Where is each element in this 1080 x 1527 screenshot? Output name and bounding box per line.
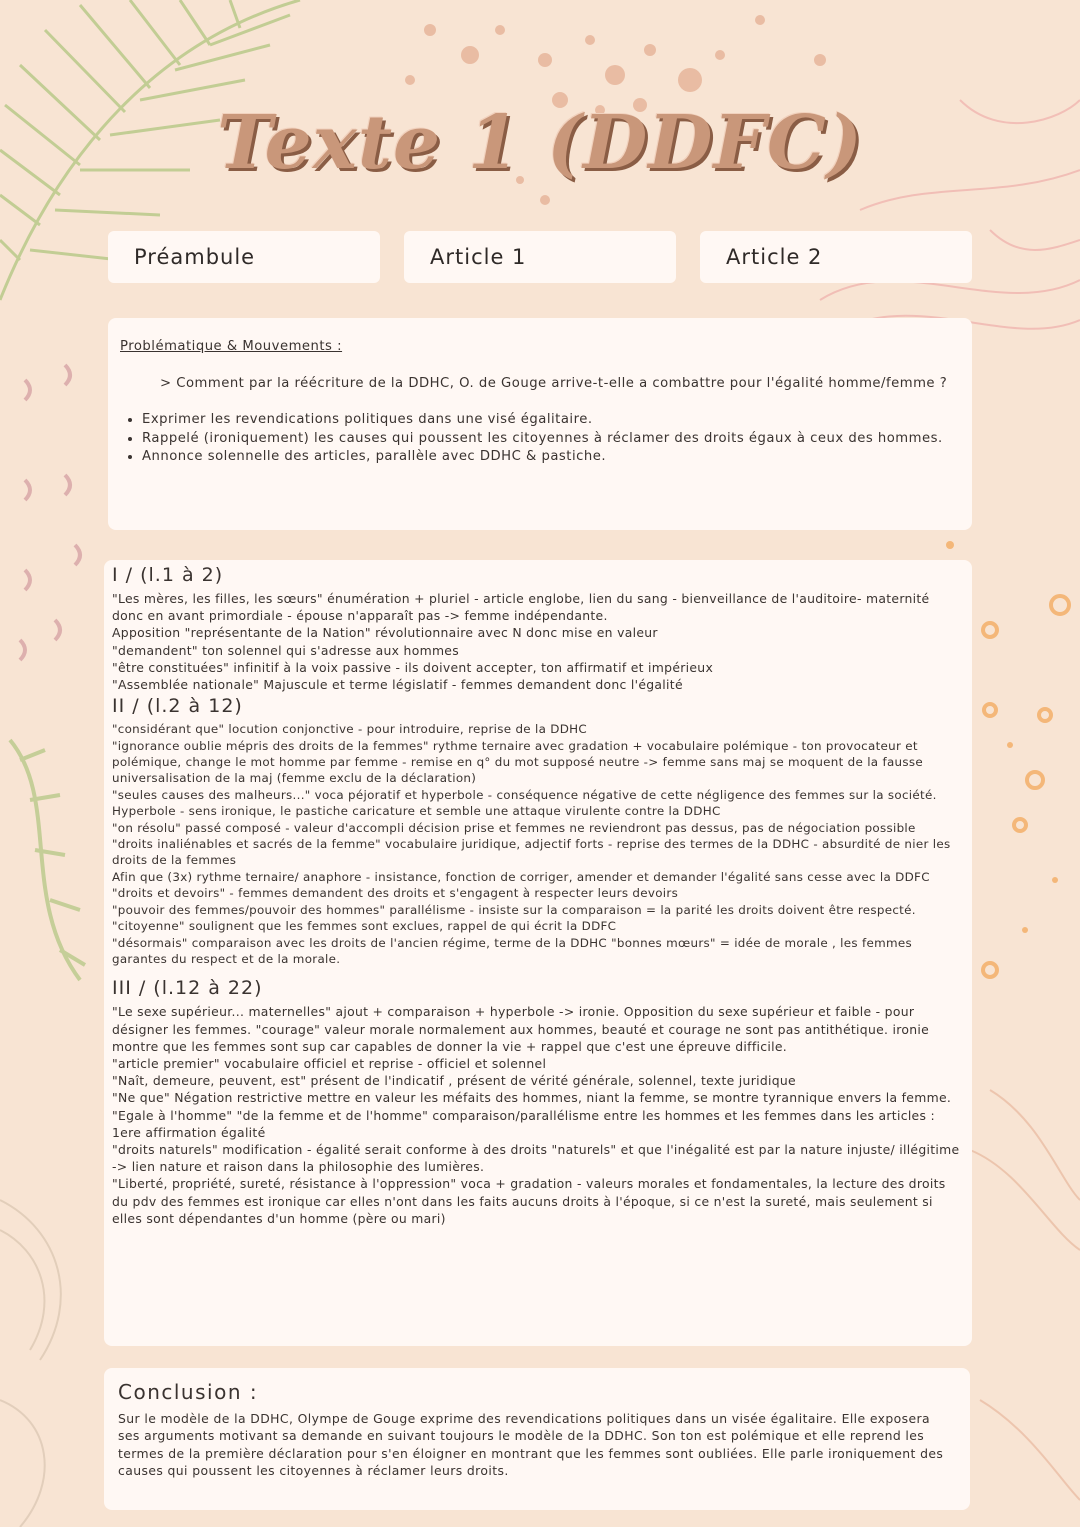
analysis-line: "Egale à l'homme" "de la femme et de l'homme" comparaison/parallélisme entre les hommes et les femmes dans les articles : 1ere affirmation égalité (112, 1107, 935, 1140)
analysis-line: Apposition "représentante de la Nation" révolutionnaire avec N donc mise en valeur (112, 625, 658, 641)
analysis-line: "considérant que" locution conjonctive - pour introduire, reprise de la DDHC (112, 722, 588, 737)
analysis-line: "citoyenne" soulignent que les femmes sont exclues, rappel de qui écrit la DDFC (112, 919, 617, 934)
problematique-heading: Problématique & Mouvements : (120, 339, 343, 354)
analysis-line: "droits et devoirs" - femmes demandent des droits et s'engagent à respecter leurs devoirs (112, 886, 679, 901)
analysis-line: "Ne que" Négation restrictive mettre en valeur les méfaits des hommes, niant la femme, se montre tyrannique envers la femme. (112, 1090, 952, 1106)
analysis-line: "demandent" ton solennel qui s'adresse aux hommes (112, 642, 459, 658)
conclusion-heading: Conclusion : (118, 1380, 259, 1404)
analysis-line: "Naît, demeure, peuvent, est" présent de l'indicatif , présent de vérité générale, solennel, texte juridique (112, 1073, 796, 1089)
analysis-line: "Les mères, les filles, les sœurs" énumération + pluriel - article englobe, lien du sang - bienveillance de l'auditoire- maternité donc en avant primordiale - épouse n'apparaît pas -> femme indépendante. (112, 591, 930, 624)
problematique-question: > Comment par la réécriture de la DDHC, O. de Gouge arrive-t-elle a combattre pour l'égalité homme/femme ? (160, 375, 948, 391)
analysis-line: "droits naturels" modification - égalité serait conforme à des droits "naturels" et que l'inégalité est par la nature injuste/ illégitime -> lien nature et raison dans la philosophie des lumières. (112, 1141, 960, 1175)
analysis-line: "être constituées" infinitif à la voix passive - ils doivent accepter, ton affirmatif et impérieux (112, 659, 714, 675)
section-heading: I / (l.1 à 2) (112, 564, 224, 586)
analysis-line: "Liberté, propriété, sureté, résistance à l'oppression" voca + gradation - valeurs morales et fondamentales, la lecture des droits du pdv des femmes est ironique car elles n'ont dans les faits aucuns droits à l'époque, si ce n'est la sureté, mais seulement si elles sont dépendantes d'un homme (père ou mari) (112, 1176, 946, 1226)
list-item: • Annonce solennelle des articles, parallèle avec DDHC & pastiche. (142, 448, 960, 467)
section-heading: III / (l.12 à 22) (112, 977, 263, 1000)
tab-article-2[interactable]: Article 2 (700, 231, 972, 283)
page-title: Texte 1 (DDFC) (217, 100, 863, 186)
section-heading: II / (l.2 à 12) (112, 695, 243, 718)
analysis-line: "seules causes des malheurs..." voca péjoratif et hyperbole - conséquence négative de cette négligence des femmes sur la société. Hyperbole - sens ironique, le pastiche caricature et semble une attaque virulente contre la DDHC (112, 787, 937, 819)
analysis-card (104, 560, 972, 1346)
list-item: • Exprimer les revendications politiques dans une visé égalitaire. (142, 411, 960, 430)
section-2 (112, 695, 962, 967)
analysis-line: "Le sexe supérieur... maternelles" ajout + comparaison + hyperbole -> ironie. Opposition du sexe supérieur et faible - pour désigner les femmes. "courage" valeur morale normalement aux hommes, beauté et courage ne sont pas antithétique. ironie montre que les femmes sont sup car capables de donner la vie + rappel que c'est une épreuve difficile. (112, 1004, 930, 1054)
analysis-line: "Assemblée nationale" Majuscule et terme législatif - femmes demandent donc l'égalité (112, 677, 683, 693)
tab-article-1[interactable]: Article 1 (404, 231, 676, 283)
list-item: • Rappelé (ironiquement) les causes qui poussent les citoyennes à réclamer des droits égaux à ceux des hommes. (142, 430, 960, 449)
analysis-line: "pouvoir des femmes/pouvoir des hommes" parallélisme - insiste sur la comparaison = la parité les droits doivent être respecté. (112, 902, 916, 917)
tab-preambule[interactable]: Préambule (108, 231, 380, 283)
analysis-line: "article premier" vocabulaire officiel et reprise - officiel et solennel (112, 1055, 547, 1071)
problematique-list (120, 411, 960, 467)
analysis-line: "droits inaliénables et sacrés de la femme" vocabulaire juridique, adjectif forts - reprise des termes de la DDHC - absurdité de nier les droits de la femmes (112, 837, 951, 868)
analysis-line: Afin que (3x) rythme ternaire/ anaphore - insistance, fonction de corriger, amender et demander l'égalité sans cesse avec la DDFC (112, 869, 930, 884)
problematique-card (108, 318, 972, 530)
section-1 (112, 564, 962, 693)
analysis-line: "désormais" comparaison avec les droits de l'ancien régime, terme de la DDHC "bonnes mœurs" = idée de morale , les femmes garantes du respect et de la morale. (112, 935, 912, 966)
analysis-line: "on résolu" passé composé - valeur d'accompli décision prise et femmes ne reviendront pas dessus, pas de négociation possible (112, 820, 916, 835)
analysis-line: "ignorance oublie mépris des droits de la femmes" rythme ternaire avec gradation + vocabulaire polémique - ton provocateur et polémique, change le mot homme par femme - remise en q° du mot supposé neutre -> femme sans maj se moquent de la fausse universalisation de la maj (femme exclu de la déclaration) (112, 738, 923, 786)
section-3 (112, 977, 962, 1227)
conclusion-text: Sur le modèle de la DDHC, Olympe de Gouge exprime des revendications politiques dans un visée égalitaire. Elle exposera ses arguments motivant sa demande en suivant toujours le modèle de la DDHC. Son ton est polémique et elle reprend les termes de la première déclaration pour s'en éloigner en montrant que les femmes sont oubliées. Elle parle ironiquement des causes qui poussent les citoyennes à réclamer leurs droits. (118, 1411, 944, 1479)
conclusion-card (104, 1368, 970, 1510)
